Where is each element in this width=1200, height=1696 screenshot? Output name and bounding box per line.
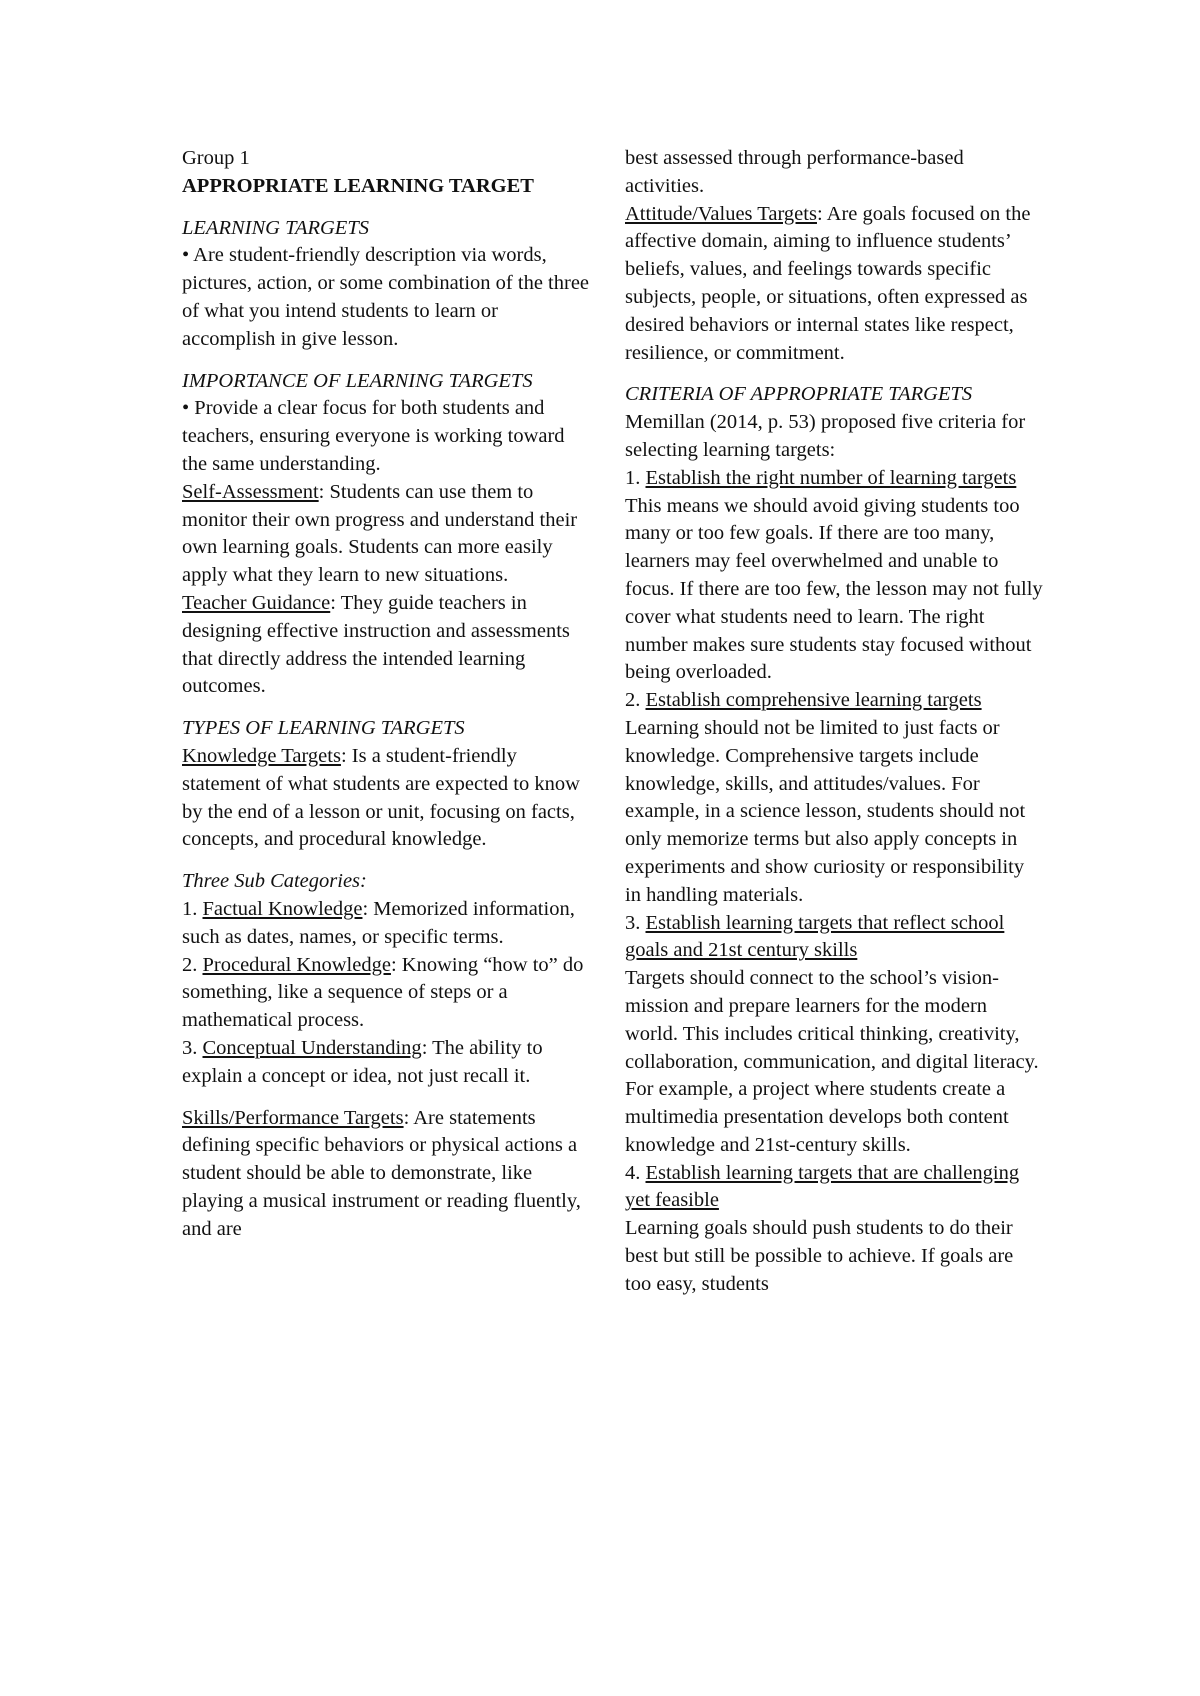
criterion-4-label: Establish learning targets that are challenging yet feasible — [625, 1161, 1020, 1212]
skills-targets-label: Skills/Performance Targets — [182, 1106, 404, 1129]
skills-continuation: best assessed through performance-based activities. — [625, 147, 964, 197]
criterion-4-title — [625, 1160, 1043, 1216]
criterion-3-text: Targets should connect to the school’s vision-mission and prepare learners for the modern world. This includes critical thinking, creativity, collaboration, communication, and digital literacy. For example, a project where students create a multimedia presentation develops both content knowledge and 21st-century skills. — [625, 967, 1039, 1156]
right-column — [625, 145, 1043, 1299]
sub-category-2-text: : Knowing “how to” do something, like a sequence of steps or a mathematical process. — [182, 953, 584, 1032]
attitude-targets-label: Attitude/Values Targets — [625, 202, 817, 225]
criteria-intro: Memillan (2014, p. 53) proposed five criteria for selecting learning targets: — [625, 411, 1026, 461]
sub-category-1-label: Factual Knowledge — [202, 897, 363, 920]
skills-targets-text: : Are statements defining specific behaviors or physical actions a student should be able to demonstrate, like playing a musical instrument or reading fluently, and are — [182, 1106, 581, 1240]
criterion-3-label: Establish learning targets that reflect school goals and 21st century skills — [625, 911, 1005, 962]
attitude-targets-text: : Are goals focused on the affective domain, aiming to influence students’ beliefs, values, and feelings towards specific subjects, people, or situations, often expressed as desired behaviors or internal states like respect, resilience, or commitment. — [625, 202, 1031, 364]
sub-category-2-label: Procedural Knowledge — [202, 953, 391, 976]
left-column — [182, 145, 590, 1243]
teacher-guidance-text: : They guide teachers in designing effective instruction and assessments that directly address the intended learning outcomes. — [182, 591, 570, 698]
criteria-heading: CRITERIA OF APPROPRIATE TARGETS — [625, 383, 973, 406]
sub-category-1-text: : Memorized information, such as dates, names, or specific terms. — [182, 897, 575, 948]
importance-heading: IMPORTANCE OF LEARNING TARGETS — [182, 369, 533, 392]
sub-category-3-number: 3. — [182, 1036, 203, 1059]
criterion-2-title — [625, 687, 1043, 715]
sub-category-1-number: 1. — [182, 897, 203, 920]
knowledge-targets-label: Knowledge Targets — [182, 744, 341, 767]
criterion-2-text: Learning should not be limited to just facts or knowledge. Comprehensive targets include knowledge, skills, and attitudes/values. For example, in a science lesson, students should not only memorize terms but also apply concepts in experiments and show curiosity or responsibility in handling materials. — [625, 716, 1026, 906]
learning-targets-definition: • Are student-friendly description via words, pictures, action, or some combination of the three of what you intend students to learn or accomplish in give lesson. — [182, 244, 590, 350]
self-assessment-label: Self-Assessment — [182, 480, 319, 503]
sub-category-2-number: 2. — [182, 953, 203, 976]
sub-category-3 — [182, 1035, 590, 1091]
criterion-4-text: Learning goals should push students to do their best but still be possible to achieve. If goals are too easy, students — [625, 1217, 1014, 1295]
skills-targets-paragraph — [182, 1105, 590, 1244]
types-heading: TYPES OF LEARNING TARGETS — [182, 717, 465, 740]
sub-category-3-label: Conceptual Understanding — [202, 1036, 422, 1059]
sub-categories-heading: Three Sub Categories: — [182, 870, 367, 893]
criterion-3-title — [625, 910, 1043, 966]
criterion-1-text: This means we should avoid giving students too many or too few goals. If there are too many, learners may feel overwhelmed and unable to focus. If there are too few, the lesson may not fully cover what students need to learn. The right number makes sure students stay focused without being overloaded. — [625, 494, 1043, 684]
sub-category-1 — [182, 896, 590, 952]
criterion-1-label: Establish the right number of learning targets — [645, 466, 1017, 489]
group-label: Group 1 — [182, 147, 250, 169]
attitude-targets-paragraph — [625, 201, 1043, 368]
self-assessment-text: : Students can use them to monitor their own progress and understand their own learning goals. Students can more easily apply what they learn to new situations. — [182, 480, 578, 587]
criterion-1-number: 1. — [625, 466, 646, 489]
document-title: APPROPRIATE LEARNING TARGET — [182, 174, 534, 197]
knowledge-targets-text: : Is a student-friendly statement of what students are expected to know by the end of a lesson or unit, focusing on facts, concepts, and procedural knowledge. — [182, 744, 580, 851]
criterion-1-title — [625, 465, 1043, 493]
criterion-2-number: 2. — [625, 689, 646, 712]
criterion-2-label: Establish comprehensive learning targets — [645, 689, 982, 712]
knowledge-targets-paragraph — [182, 743, 590, 854]
teacher-guidance-label: Teacher Guidance — [182, 591, 331, 614]
criterion-4-number: 4. — [625, 1161, 646, 1184]
sub-category-2 — [182, 952, 590, 1035]
importance-text: • Provide a clear focus for both students and teachers, ensuring everyone is working toward the same understanding. — [182, 397, 565, 475]
self-assessment-paragraph — [182, 479, 590, 590]
sub-category-3-text: : The ability to explain a concept or idea, not just recall it. — [182, 1036, 543, 1087]
learning-targets-heading: LEARNING TARGETS — [182, 216, 369, 239]
teacher-guidance-paragraph — [182, 590, 590, 701]
criterion-3-number: 3. — [625, 911, 646, 934]
